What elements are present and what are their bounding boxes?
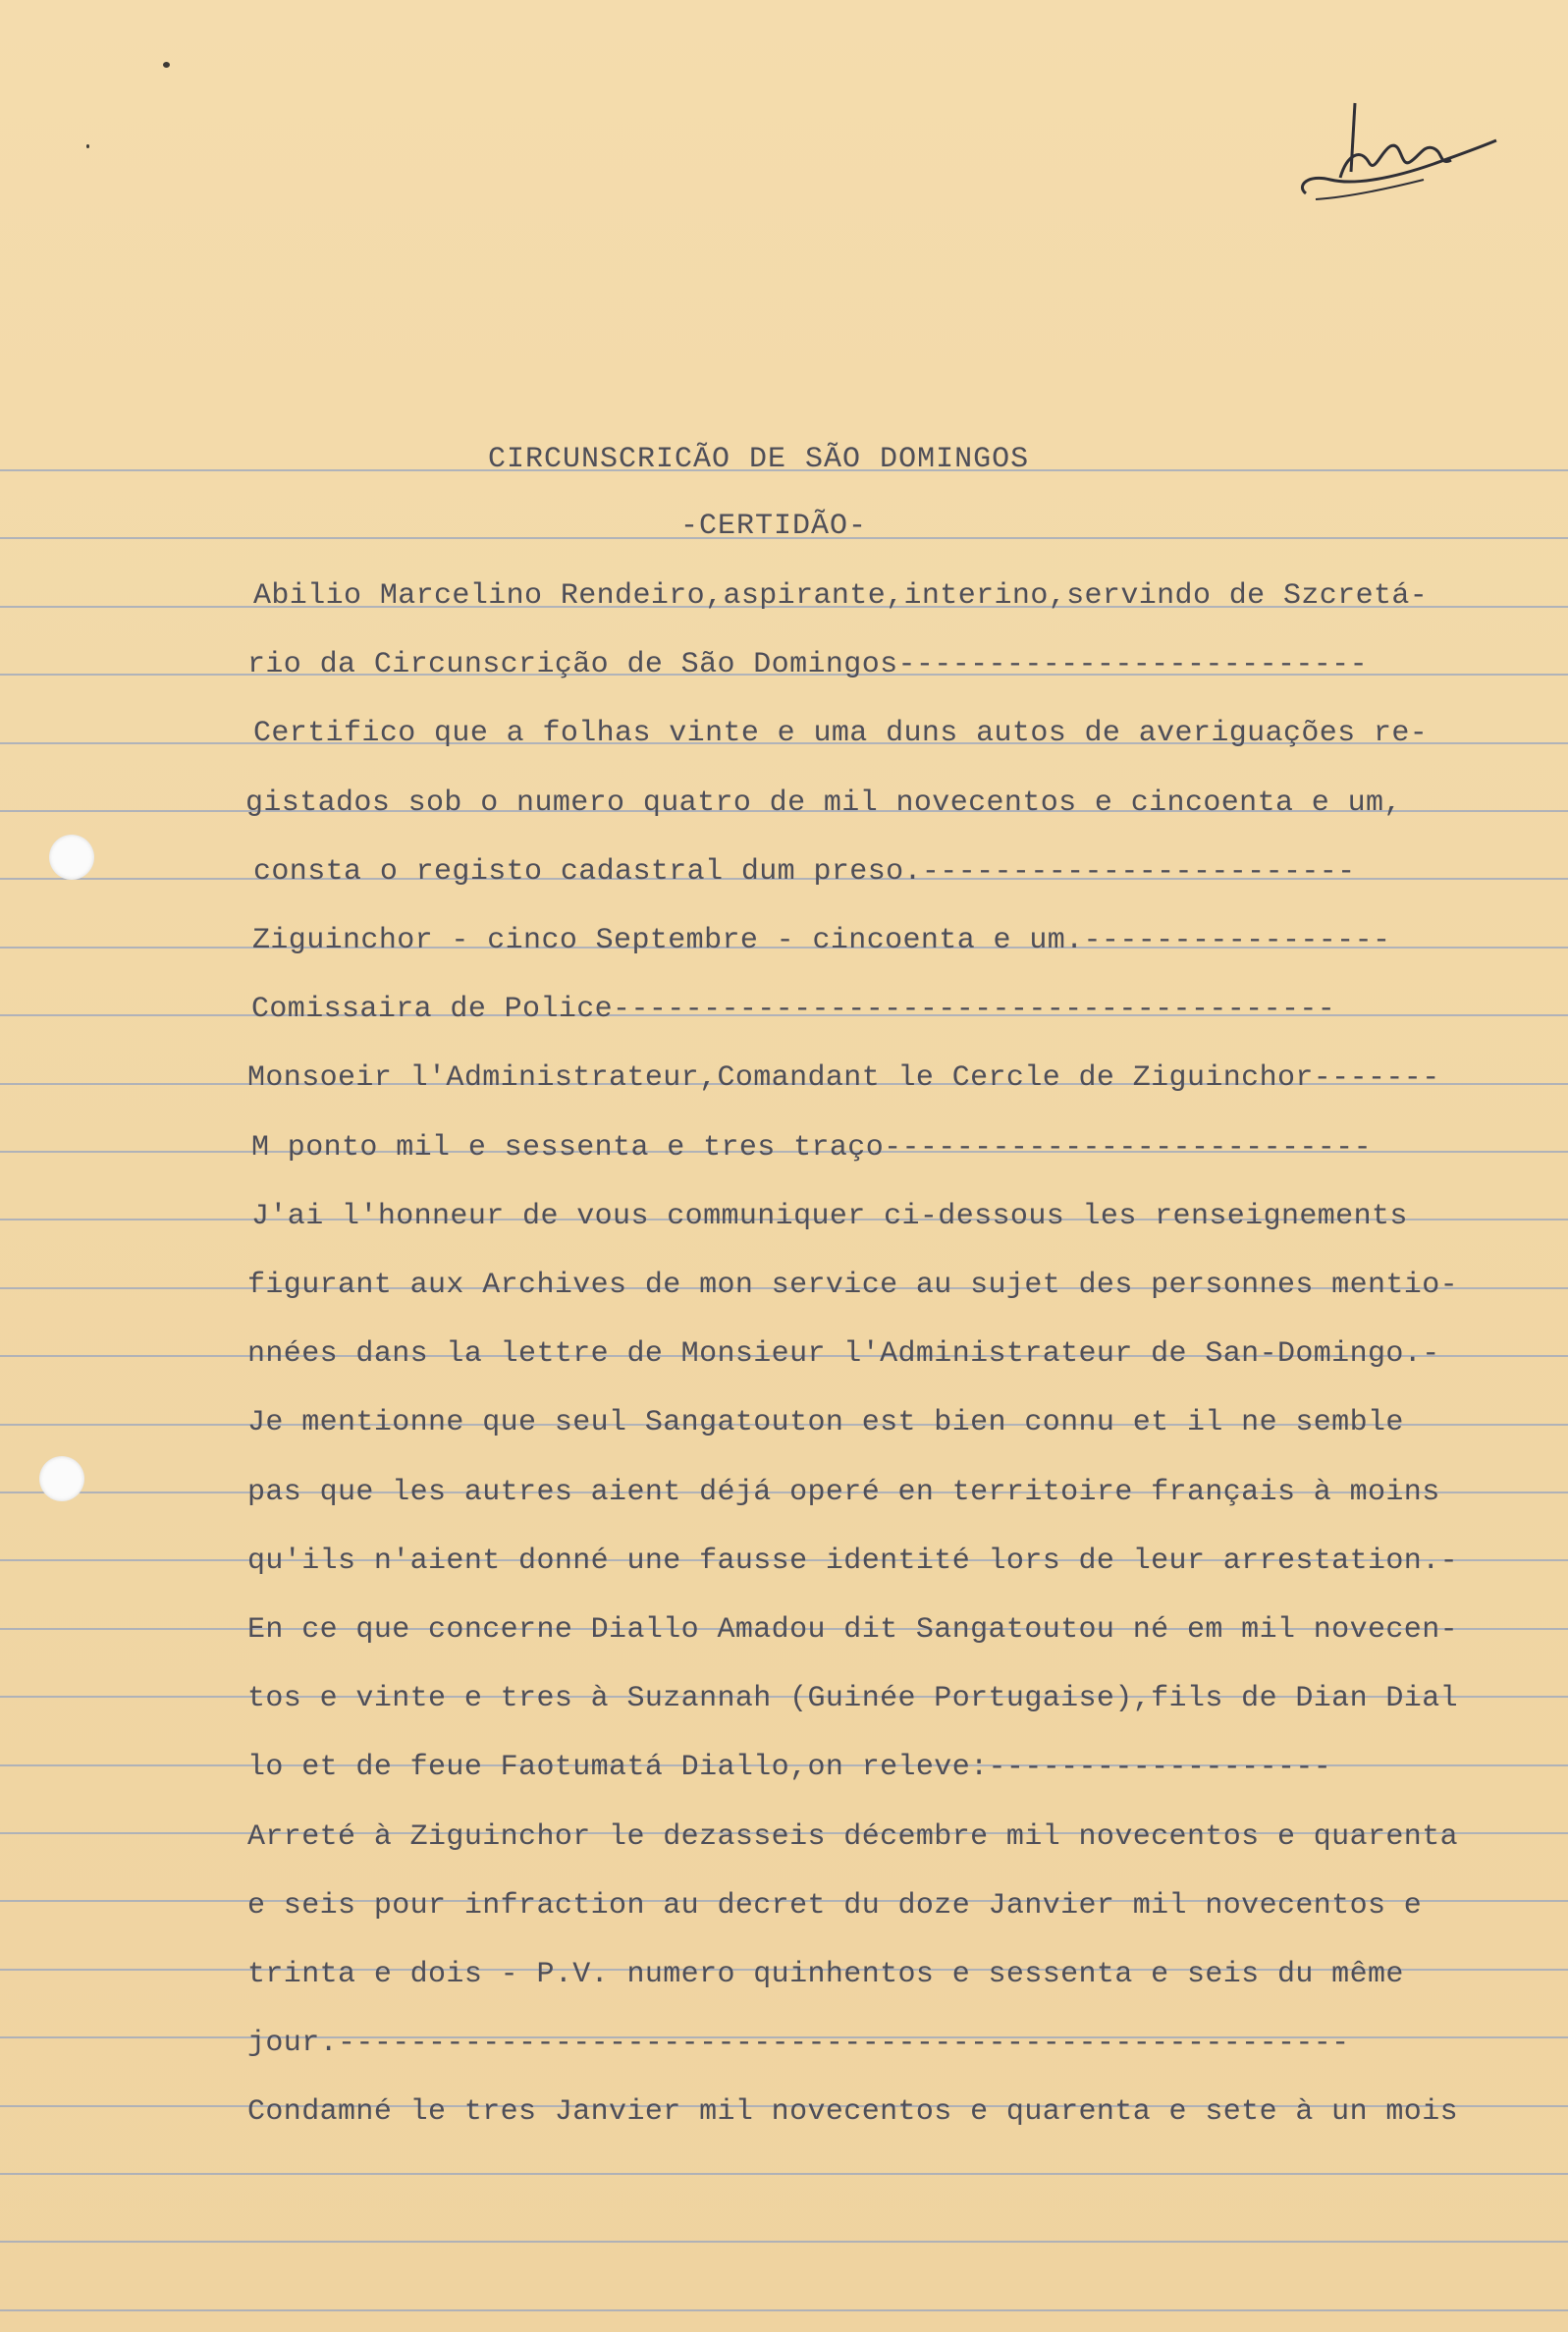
- ruled-line: [0, 2309, 1568, 2311]
- body-line: En ce que concerne Diallo Amadou dit Sangatoutou né em mil novecen-: [247, 1613, 1458, 1647]
- body-line: gistados sob o numero quatro de mil novecentos e cincoenta e um,: [245, 786, 1402, 820]
- punch-hole-bottom: [39, 1456, 84, 1501]
- body-line: pas que les autres aient déjá operé en territoire français à moins: [247, 1476, 1440, 1509]
- body-line: tos e vinte e tres à Suzannah (Guinée Portugaise),fils de Dian Dial: [247, 1682, 1458, 1715]
- document-header: CIRCUNSCRICÃO DE SÃO DOMINGOS: [488, 443, 1030, 476]
- body-line: Certifico que a folhas vinte e uma duns autos de averiguações re-: [253, 717, 1429, 750]
- signature-mark: [1286, 83, 1512, 221]
- ink-speck: [86, 144, 89, 148]
- body-line: M ponto mil e sessenta e tres traço---------------------------: [251, 1131, 1372, 1165]
- body-line: Ziguinchor - cinco Septembre - cincoenta e um.-----------------: [252, 924, 1391, 957]
- body-line: qu'ils n'aient donné une fausse identité lors de leur arrestation.-: [247, 1545, 1458, 1578]
- body-line: jour.--------------------------------------------------------: [247, 2027, 1350, 2060]
- body-line: Monsoeir l'Administrateur,Comandant le Cercle de Ziguinchor-------: [247, 1061, 1440, 1095]
- body-line: Je mentionne que seul Sangatouton est bien connu et il ne semble: [247, 1406, 1404, 1439]
- ruled-line: [0, 2241, 1568, 2243]
- body-line: Arreté à Ziguinchor le dezasseis décembre mil novecentos e quarenta: [247, 1820, 1458, 1854]
- body-line: lo et de feue Faotumatá Diallo,on releve:-------------------: [247, 1751, 1332, 1784]
- punch-hole-top: [49, 835, 94, 880]
- body-line: e seis pour infraction au decret du doze Janvier mil novecentos e: [247, 1889, 1423, 1923]
- document-title: -CERTIDÃO-: [680, 510, 868, 543]
- ink-speck: [163, 62, 170, 68]
- body-line: Abilio Marcelino Rendeiro,aspirante,interino,servindo de Szcretá-: [253, 579, 1429, 613]
- body-line: nnées dans la lettre de Monsieur l'Administrateur de San-Domingo.-: [247, 1337, 1440, 1371]
- body-line: rio da Circunscrição de São Domingos--------------------------: [247, 648, 1368, 681]
- body-line: J'ai l'honneur de vous communiquer ci-dessous les renseignements: [251, 1200, 1408, 1233]
- body-line: Condamné le tres Janvier mil novecentos e quarenta e sete à un mois: [247, 2095, 1458, 2129]
- body-line: figurant aux Archives de mon service au sujet des personnes mentio-: [247, 1269, 1458, 1302]
- ruled-line: [0, 2173, 1568, 2175]
- body-line: trinta e dois - P.V. numero quinhentos e sessenta e seis du même: [247, 1958, 1404, 1991]
- body-line: Comissaira de Police----------------------------------------: [251, 993, 1336, 1026]
- body-line: consta o registo cadastral dum preso.------------------------: [253, 855, 1356, 889]
